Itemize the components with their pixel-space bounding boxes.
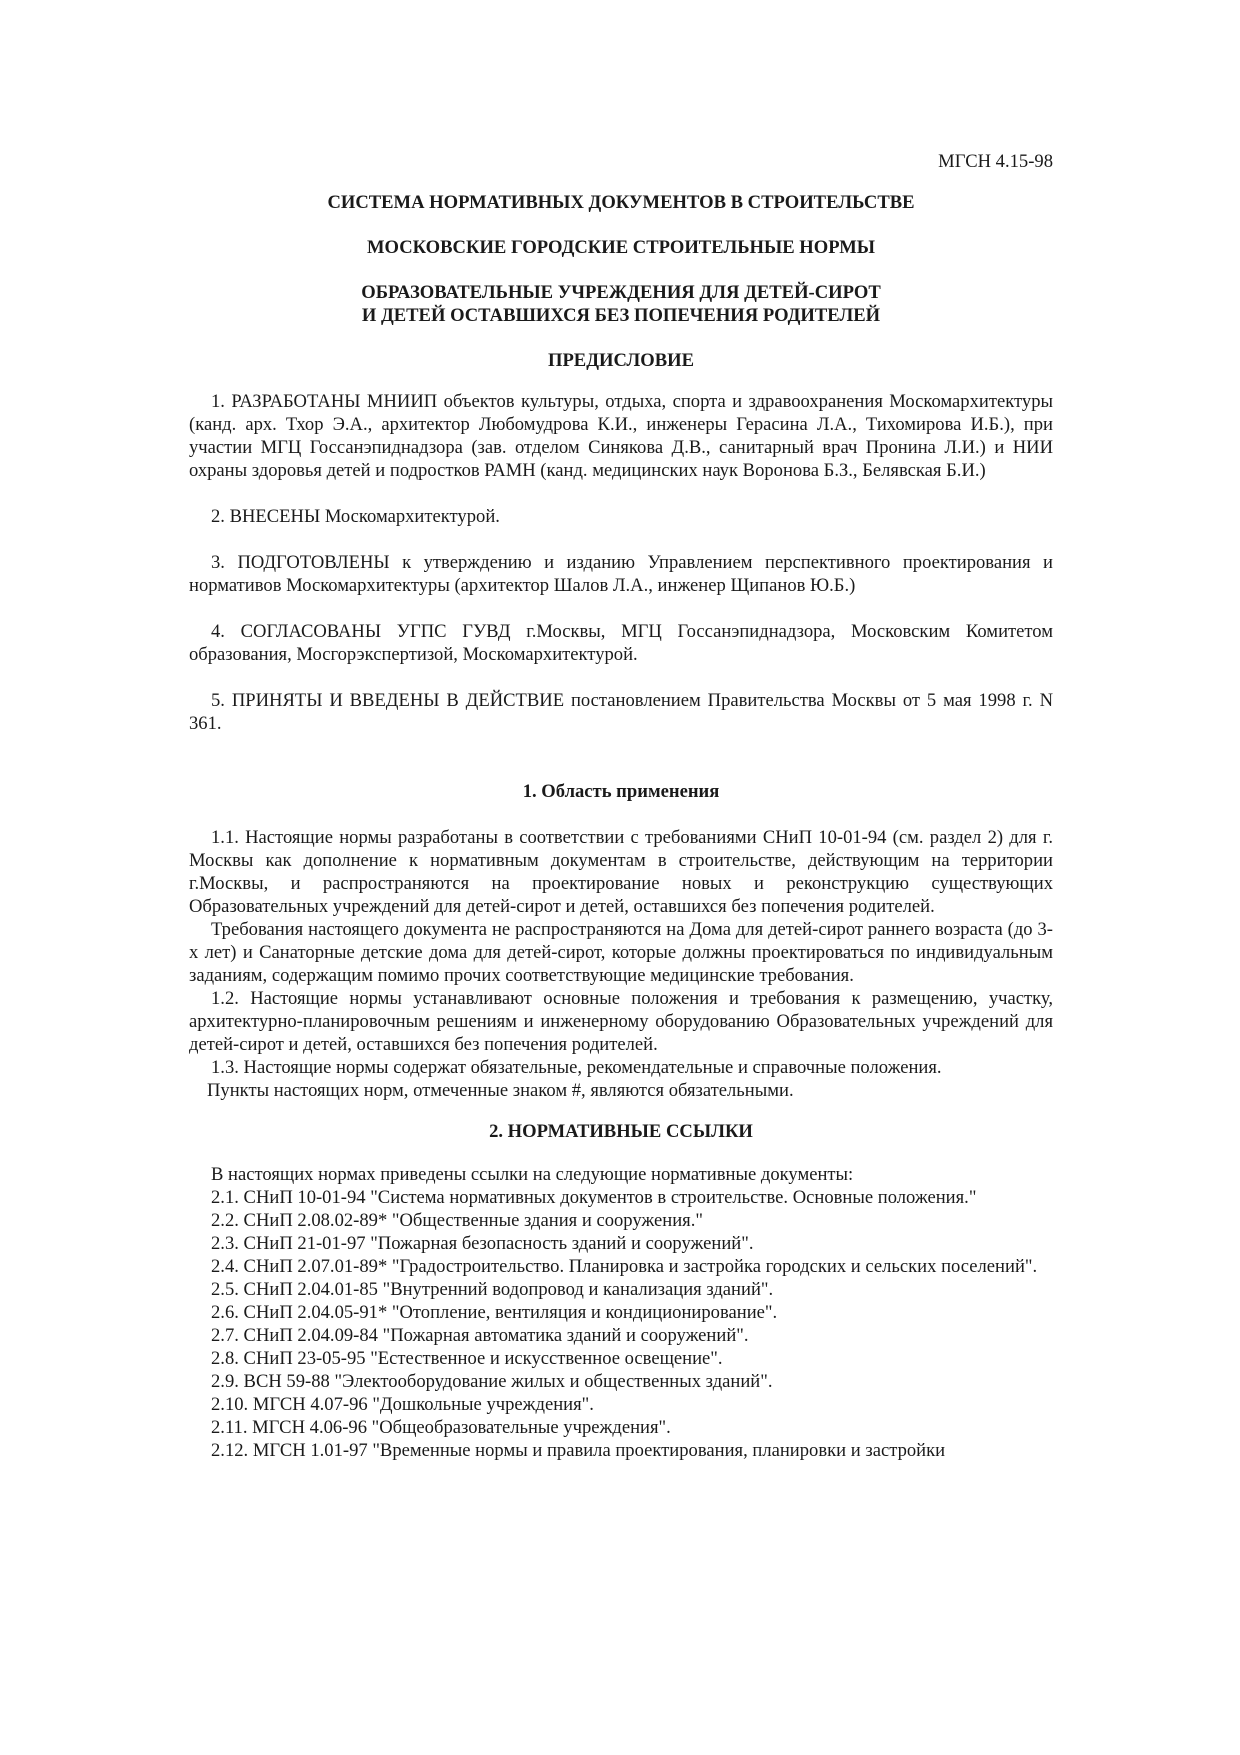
section-1-title: 1. Область применения bbox=[522, 781, 720, 802]
foreword-item: 5. ПРИНЯТЫ И ВВЕДЕНЫ В ДЕЙСТВИЕ постановлением Правительства Москвы от 5 мая 1998 г. N 361. bbox=[189, 690, 1053, 734]
document-page bbox=[189, 150, 1053, 1462]
section-1-paragraph: Требования настоящего документа не распространяются на Дома для детей-сирот раннего возраста (до 3-х лет) и Санаторные детские дома для детей-сирот, которые должны проектироваться по индивидуальным заданиям, содержащим помимо прочих соответствующие медицинские требования. bbox=[189, 919, 1053, 986]
reference-item: 2.5. СНиП 2.04.01-85 "Внутренний водопровод и канализация зданий". bbox=[211, 1279, 774, 1300]
heading-mgsn: МОСКОВСКИЕ ГОРОДСКИЕ СТРОИТЕЛЬНЫЕ НОРМЫ bbox=[366, 237, 876, 258]
reference-item: 2.7. СНиП 2.04.09-84 "Пожарная автоматика зданий и сооружений". bbox=[211, 1325, 749, 1346]
reference-item: 2.4. СНиП 2.07.01-89* "Градостроительство. Планировка и застройка городских и сельских поселений". bbox=[211, 1256, 1038, 1277]
foreword-item: 4. СОГЛАСОВАНЫ УГПС ГУВД г.Москвы, МГЦ Госсанэпиднадзора, Московским Комитетом образования, Мосгорэкспертизой, Москомархитектурой. bbox=[189, 621, 1053, 665]
heading-foreword: ПРЕДИСЛОВИЕ bbox=[547, 350, 695, 371]
reference-item: 2.9. ВСН 59-88 "Электооборудование жилых и общественных зданий". bbox=[211, 1371, 773, 1392]
reference-item: 2.6. СНиП 2.04.05-91* "Отопление, вентиляция и кондиционирование". bbox=[211, 1302, 778, 1323]
reference-item: 2.10. МГСН 4.07-96 "Дошкольные учреждения". bbox=[211, 1394, 594, 1415]
foreword-item: 2. ВНЕСЕНЫ Москомархитектурой. bbox=[211, 506, 500, 527]
heading-title-line1: ОБРАЗОВАТЕЛЬНЫЕ УЧРЕЖДЕНИЯ ДЛЯ ДЕТЕЙ-СИРОТ bbox=[361, 282, 881, 303]
reference-item: 2.3. СНиП 21-01-97 "Пожарная безопасность зданий и сооружений". bbox=[211, 1233, 754, 1254]
section-1-paragraph: 1.1. Настоящие нормы разработаны в соответствии с требованиями СНиП 10-01-94 (см. раздел 2) для г. Москвы как дополнение к нормативным документам в строительстве, действующим на территории г.Москвы, и распространяются на проектирование новых и реконструкцию существующих Образовательных учреждений для детей-сирот и детей, оставшихся без попечения родителей. bbox=[189, 827, 1053, 917]
reference-item: 2.11. МГСН 4.06-96 "Общеобразовательные учреждения". bbox=[211, 1417, 671, 1438]
heading-system: СИСТЕМА НОРМАТИВНЫХ ДОКУМЕНТОВ В СТРОИТЕЛЬСТВЕ bbox=[327, 192, 915, 213]
reference-item: 2.2. СНиП 2.08.02-89* "Общественные здания и сооружения." bbox=[211, 1210, 703, 1231]
section-1-paragraph: Пункты настоящих норм, отмеченные знаком #, являются обязательными. bbox=[207, 1080, 794, 1101]
reference-item: 2.1. СНиП 10-01-94 "Система нормативных документов в строительстве. Основные положения." bbox=[211, 1187, 977, 1208]
section-2-title: 2. НОРМАТИВНЫЕ ССЫЛКИ bbox=[489, 1121, 753, 1142]
heading-title-line2: И ДЕТЕЙ ОСТАВШИХСЯ БЕЗ ПОПЕЧЕНИЯ РОДИТЕЛЕЙ bbox=[361, 305, 881, 326]
document-code: МГСН 4.15-98 bbox=[938, 151, 1053, 172]
section-1-paragraph: 1.3. Настоящие нормы содержат обязательные, рекомендательные и справочные положения. bbox=[211, 1057, 942, 1078]
foreword-item: 3. ПОДГОТОВЛЕНЫ к утверждению и изданию Управлением перспективного проектирования и нормативов Москомархитектуры (архитектор Шалов Л.А., инженер Щипанов Ю.Б.) bbox=[189, 552, 1053, 596]
reference-item: 2.12. МГСН 1.01-97 "Временные нормы и правила проектирования, планировки и застройки bbox=[211, 1440, 946, 1461]
foreword-item: 1. РАЗРАБОТАНЫ МНИИП объектов культуры, отдыха, спорта и здравоохранения Москомархитектуры (канд. арх. Тхор Э.А., архитектор Любомудрова К.И., инженеры Герасина Л.А., Тихомирова И.Б.), при участии МГЦ Госсанэпиднадзора (зав. отделом Синякова Д.В., санитарный врач Пронина Л.И.) и НИИ охраны здоровья детей и подростков РАМН (канд. медицинских наук Воронова Б.З., Белявская Б.И.) bbox=[189, 391, 1053, 481]
section-1-paragraph: 1.2. Настоящие нормы устанавливают основные положения и требования к размещению, участку, архитектурно-планировочным решениям и инженерному оборудованию Образовательных учреждений для детей-сирот и детей, оставшихся без попечения родителей. bbox=[189, 988, 1053, 1055]
reference-item: 2.8. СНиП 23-05-95 "Естественное и искусственное освещение". bbox=[211, 1348, 723, 1369]
section-2-intro: В настоящих нормах приведены ссылки на следующие нормативные документы: bbox=[211, 1164, 854, 1185]
